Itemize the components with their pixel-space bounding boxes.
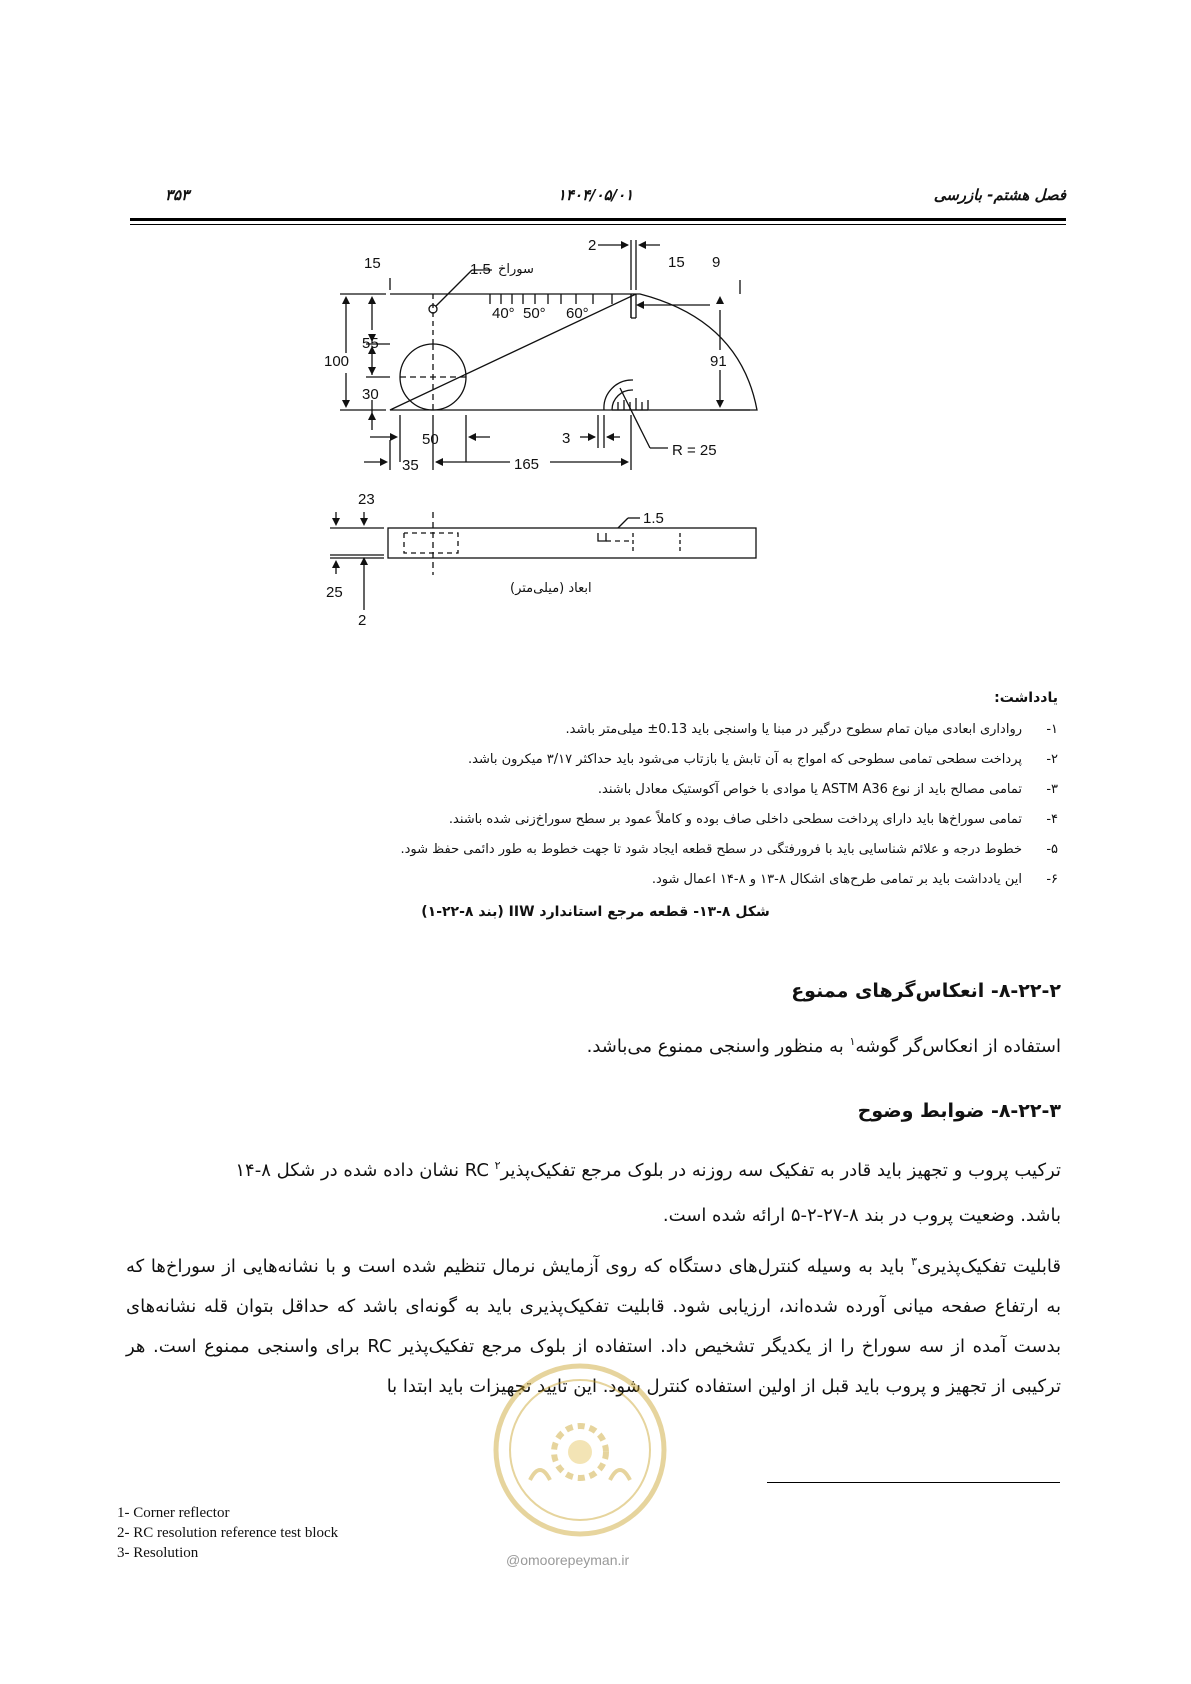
notes-title: یادداشت: [994, 690, 1058, 706]
dim-3: 3 [562, 430, 571, 447]
angle-50: 50° [523, 305, 546, 322]
dim-30: 30 [362, 386, 379, 403]
watermark-url: @omoorepeyman.ir [506, 1552, 630, 1568]
note-item: ۱- رواداری ابعادی میان تمام سطوح درگیر در مبنا یا واسنجی باید 0.13± میلی‌متر باشد. [565, 722, 1058, 737]
footnote-3: 3- Resolution [117, 1545, 199, 1561]
angle-40: 40° [492, 305, 515, 322]
chapter-title: فصل هشتم- بازرسی [933, 186, 1066, 204]
note-item: ۶- این یادداشت باید بر تمامی طرح‌های اشکال ۸-۱۳ و ۸-۱۴ اعمال شود. [651, 872, 1058, 887]
section-2-paragraph: استفاده از انعکاس‌گر گوشه$^۱$ به منظور واسنجی ممنوع می‌باشد. [586, 1035, 1061, 1057]
dim-91: 91 [710, 353, 727, 370]
note-item: ۳- تمامی مصالح باید از نوع ASTM A36 یا موادی با خواص آکوستیک معادل باشند. [597, 782, 1058, 797]
note-item: ۵- خطوط درجه و علائم شناسایی باید با فرورفتگی در سطح قطعه ایجاد شود تا جهت خطوط به طور دائمی حفظ شود. [400, 842, 1058, 857]
header-rule-thin [130, 224, 1066, 225]
header-rule [130, 218, 1066, 221]
dim-15-right: 15 [668, 254, 685, 271]
dim-55: 55 [362, 335, 379, 352]
dim-r25: R = 25 [672, 442, 717, 459]
section-3-paragraph-1: ترکیب پروب و تجهیز باید قادر به تفکیک سه روزنه در بلوک مرجع تفکیک‌پذیر$^۲$ RC نشان داده شده در شکل ۸-۱۴ [235, 1159, 1061, 1181]
section-3-paragraph-2: قابلیت تفکیک‌پذیری$^۳$ باید به وسیله کنترل‌های دستگاه که روی آزمایش نرمال تنظیم شده است و با نشانه‌هایی از سوراخ‌ها که به ارتفاع صفحه میانی آورده شده‌اند، ارزیابی شود. قابلیت تفکیک‌پذیری باید به گونه‌ای باشد که حداقل بتوان قله نشانه‌های بدست آمده از سه سوراخ را از یکدیگر تشخیص داد. استفاده از بلوک مرجع تفکیک‌پذیر RC برای واسنجی ممنوع است. هر ترکیبی از تجهیز و پروب باید قبل از اولین استفاده کنترل شود. این تایید تجهیزات باید ابتدا با [126, 1255, 1062, 1397]
dim-165: 165 [514, 456, 540, 473]
footnote-rule [767, 1482, 1060, 1483]
dim-35: 35 [402, 457, 419, 474]
angle-60: 60° [566, 305, 589, 322]
dim-25: 25 [326, 584, 343, 601]
dim-23: 23 [358, 491, 375, 508]
dim-9: 9 [712, 254, 721, 271]
dim-100: 100 [324, 353, 350, 370]
dim-1-5-side: 1.5 [643, 510, 664, 527]
units-label: ابعاد (میلی‌متر) [510, 581, 592, 596]
page-number: ۳۵۳ [165, 186, 190, 204]
section-heading-3: ۸-۲۲-۳- ضوابط وضوح [857, 1100, 1061, 1122]
figure-caption: شکل ۸-۱۳- قطعه مرجع استاندارد IIW (بند ۸-۲۲-۱) [421, 904, 770, 920]
footnote-ref-1: ۱ [849, 1035, 856, 1048]
dim-50: 50 [422, 431, 439, 448]
iiw-block-drawing [324, 237, 830, 685]
note-item: ۴- تمامی سوراخ‌ها باید دارای پرداخت سطحی داخلی صاف بوده و کاملاً عمود بر سطح سوراخ‌زنی شده باشند. [448, 812, 1058, 827]
footnote-1: 1- Corner reflector [117, 1505, 230, 1521]
footnote-ref-3: ۳ [911, 1255, 918, 1268]
dim-hole: 1.5 [470, 261, 491, 278]
section-heading-2: ۸-۲۲-۲- انعکاس‌گرهای ممنوع [791, 980, 1061, 1002]
note-item: ۲- پرداخت سطحی تمامی سطوحی که امواج به آن تابش یا بازتاب می‌شود باید حداکثر ۳/۱۷ میکرون باشد. [468, 752, 1058, 767]
section-3-paragraph-1-line2: باشد. وضعیت پروب در بند ۸-۲۷-۲-۵ ارائه شده است. [662, 1205, 1061, 1226]
footnote-2: 2- RC resolution reference test block [117, 1525, 339, 1541]
watermark-seal-icon [490, 1360, 670, 1540]
hole-label: سوراخ [498, 262, 534, 277]
header-date: ۱۴۰۴/۰۵/۰۱ [557, 186, 634, 204]
footnote-ref-2: ۲ [494, 1159, 501, 1172]
dim-15-top: 15 [364, 255, 381, 272]
dim-2-top: 2 [588, 237, 597, 254]
dim-2-side: 2 [358, 612, 367, 629]
